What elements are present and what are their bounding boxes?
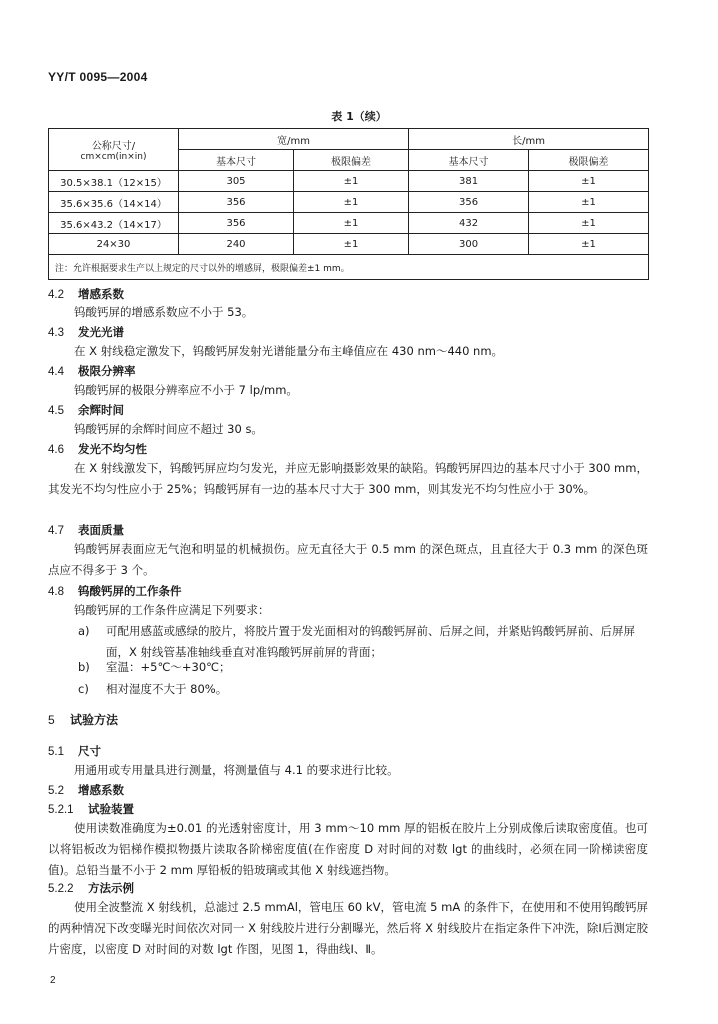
- section-number: 5.1: [48, 746, 64, 758]
- section-heading-4-4: [48, 363, 136, 380]
- list-item-text: 室温：+5℃～+30℃；: [106, 660, 231, 674]
- section-number: 4.5: [48, 405, 64, 417]
- paragraph-4-7: 钨酸钙屏表面应无气泡和明显的机械损伤。应无直径大于 0.5 mm 的深色斑点，且直径大于 0.3 mm 的深色斑点应不得多于 3 个。: [48, 542, 648, 577]
- section-title: 方法示例: [88, 881, 134, 895]
- paragraph-5-2-1: 使用读数准确度为±0.01 的光透射密度计，用 3 mm～10 mm 厚的铝板在胶片上分别成像后读取密度值。也可以将铝板改为铝梯作模拟物摄片读取各阶梯密度值(在作密度 D 对时间的对数 lgt 的曲线时，必须在同一阶梯读密度值)。总铅当量不小于 2 mm 厚铅板的铅玻璃或其他 X 射线遮挡物。: [48, 821, 648, 877]
- cell-width-basic: 356: [179, 192, 294, 213]
- header-width: 宽/mm: [179, 129, 409, 150]
- subheader-length-tolerance: 极限偏差: [529, 150, 649, 171]
- section-heading-5: [48, 712, 118, 728]
- section-heading-5-2-1: [48, 801, 134, 818]
- cell-width-basic: 356: [179, 213, 294, 234]
- section-title: 尺寸: [78, 744, 101, 758]
- section-title: 余辉时间: [78, 403, 124, 417]
- table-row: [49, 171, 649, 192]
- cell-length-basic: 432: [409, 213, 529, 234]
- section-title: 极限分辨率: [78, 364, 136, 378]
- dimensions-table: [48, 128, 649, 280]
- section-title: 增感系数: [78, 783, 124, 797]
- table-note: 注：允许根据要求生产以上规定的尺寸以外的增感屏，极限偏差±1 mm。: [49, 255, 649, 280]
- list-item-text: 可配用感蓝或感绿的胶片，将胶片置于发光面相对的钨酸钙屏前、后屏之间，并紧贴钨酸钙屏前、后屏屏面，X 射线管基准轴线垂直对准钨酸钙屏前屏的背面；: [106, 624, 635, 659]
- list-item-label: a): [78, 624, 90, 638]
- paragraph-4-2: 钨酸钙屏的增感系数应不小于 53。: [74, 305, 254, 319]
- table-note-row: [49, 255, 649, 280]
- cell-width-tolerance: ±1: [294, 234, 409, 255]
- header-nominal-unit: cm×cm(in×in): [80, 152, 147, 162]
- section-number: 5.2: [48, 785, 64, 797]
- section-heading-4-5: [48, 402, 124, 419]
- section-title: 钨酸钙屏的工作条件: [78, 584, 182, 598]
- section-title: 增感系数: [78, 287, 124, 301]
- cell-nominal: 24×30: [49, 234, 179, 255]
- section-number: 5.2.2: [48, 883, 74, 895]
- section-number: 4.2: [48, 289, 64, 301]
- section-heading-4-3: [48, 324, 124, 341]
- section-heading-4-2: [48, 286, 124, 303]
- cell-width-tolerance: ±1: [294, 192, 409, 213]
- subheader-width-tolerance: 极限偏差: [294, 150, 409, 171]
- cell-length-basic: 356: [409, 192, 529, 213]
- table-row: [49, 234, 649, 255]
- cell-length-tolerance: ±1: [529, 234, 649, 255]
- cell-width-tolerance: ±1: [294, 213, 409, 234]
- list-item: [78, 679, 648, 700]
- section-title: 试验装置: [88, 802, 134, 816]
- section-title: 发光光谱: [78, 325, 124, 339]
- table-caption: 表 1（续）: [331, 110, 387, 123]
- section-heading-4-8: [48, 583, 182, 600]
- section-number: 4.4: [48, 366, 64, 378]
- subheader-width-basic: 基本尺寸: [179, 150, 294, 171]
- paragraph-4-5: 钨酸钙屏的余辉时间应不超过 30 s。: [74, 422, 263, 436]
- section-number: 4.6: [48, 444, 64, 456]
- table-header-row: [49, 129, 649, 150]
- list-item: [78, 657, 648, 678]
- cell-length-tolerance: ±1: [529, 171, 649, 192]
- cell-nominal: 35.6×35.6（14×14）: [49, 192, 179, 213]
- paragraph-4-4: 钨酸钙屏的极限分辨率应不小于 7 lp/mm。: [74, 383, 298, 397]
- header-length: 长/mm: [409, 129, 649, 150]
- cell-length-tolerance: ±1: [529, 192, 649, 213]
- section-heading-5-2: [48, 782, 124, 799]
- section-number: 4.8: [48, 586, 64, 598]
- section-title: 表面质量: [78, 523, 124, 537]
- list-item-text: 相对湿度不大于 80%。: [106, 682, 228, 696]
- section-number: 5.2.1: [48, 804, 74, 816]
- paragraph-5-2-2: 使用全波整流 X 射线机，总滤过 2.5 mmAl，管电压 60 kV，管电流 5 mA 的条件下，在使用和不使用钨酸钙屏的两种情况下改变曝光时间依次对同一 X 射线胶片进行分割曝光，然后将 X 射线胶片在指定条件下冲洗，除Ⅰ后测定胶片密度，以密度 D 对时间的对数 lgt 作图，见图 1，得曲线Ⅰ、Ⅱ。: [48, 900, 648, 956]
- section-title: 发光不均匀性: [78, 442, 147, 456]
- list-item-label: c): [78, 682, 89, 696]
- cell-width-basic: 240: [179, 234, 294, 255]
- table-row: [49, 213, 649, 234]
- section-number: 4.3: [48, 327, 64, 339]
- section-number: 5: [48, 713, 55, 727]
- section-heading-5-1: [48, 743, 101, 760]
- subheader-length-basic: 基本尺寸: [409, 150, 529, 171]
- cell-length-tolerance: ±1: [529, 213, 649, 234]
- section-heading-4-7: [48, 522, 124, 539]
- standard-code: YY/T 0095—2004: [48, 70, 148, 84]
- header-nominal-label: 公称尺寸/: [91, 141, 136, 152]
- cell-nominal: 30.5×38.1（12×15）: [49, 171, 179, 192]
- paragraph-5-1: 用通用或专用量具进行测量，将测量值与 4.1 的要求进行比较。: [74, 763, 399, 777]
- list-item-label: b): [78, 660, 90, 674]
- cell-length-basic: 300: [409, 234, 529, 255]
- header-nominal: [49, 129, 179, 171]
- cell-width-basic: 305: [179, 171, 294, 192]
- table-row: [49, 192, 649, 213]
- section-heading-5-2-2: [48, 880, 134, 897]
- cell-nominal: 35.6×43.2（14×17）: [49, 213, 179, 234]
- page-number: 2: [50, 975, 56, 986]
- section-title: 试验方法: [70, 713, 119, 727]
- cell-length-basic: 381: [409, 171, 529, 192]
- paragraph-4-8: 钨酸钙屏的工作条件应满足下列要求：: [74, 603, 270, 617]
- paragraph-4-3: 在 X 射线稳定激发下，钨酸钙屏发射光谱能量分布主峰值应在 430 nm～440 nm。: [74, 344, 504, 358]
- section-number: 4.7: [48, 525, 64, 537]
- cell-width-tolerance: ±1: [294, 171, 409, 192]
- section-heading-4-6: [48, 441, 147, 458]
- paragraph-4-6: 在 X 射线激发下，钨酸钙屏应均匀发光，并应无影响摄影效果的缺陷。钨酸钙屏四边的基本尺寸小于 300 mm，其发光不均匀性应小于 25%；钨酸钙屏有一边的基本尺寸大于 300 mm，则其发光不均匀性应小于 30%。: [48, 461, 648, 496]
